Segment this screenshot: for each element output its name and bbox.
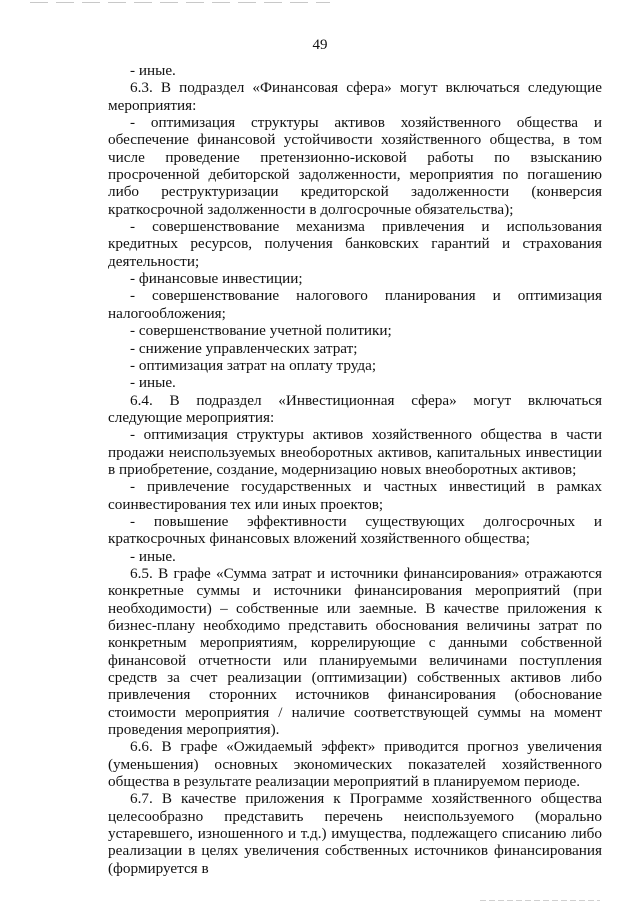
paragraph: 6.5. В графе «Сумма затрат и источники финансирования» отражаются конкретные суммы и источники финансирования мероприятий (при необходимости) – собственные или заемные. В качестве приложения к бизнес-плану необходимо представить обоснования величины затрат по конкретным мероприятиям, коррелирующие с данными собственной финансовой отчетности или планируемыми величинами поступления средств за счет реализации (оптимизации) собственных активов либо привлечения сторонних источников финансирования (обоснование стоимости мероприятия / наличие соответствующей суммы на момент проведения мероприятия). <box>108 564 602 739</box>
paragraph: - повышение эффективности существующих долгосрочных и краткосрочных финансовых вложений хозяйственного общества; <box>108 512 602 548</box>
paragraph: 6.6. В графе «Ожидаемый эффект» приводится прогноз увеличения (уменьшения) основных экономических показателей хозяйственного общества в результате реализации мероприятий в планируемом периоде. <box>108 738 602 791</box>
paragraph: - совершенствование механизма привлечения и использования кредитных ресурсов, получения банковских гарантий и страхования деятельности; <box>108 218 602 270</box>
paragraph: 6.4. В подраздел «Инвестиционная сфера» могут включаться следующие мероприятия: <box>108 391 602 426</box>
scan-artifact-bottom <box>480 900 600 901</box>
paragraph: - привлечение государственных и частных инвестиций в рамках соинвестирования тех или иных проектов; <box>108 478 602 513</box>
paragraph: - иные. <box>130 374 176 392</box>
paragraph: 6.3. В подраздел «Финансовая сфера» могут включаться следующие мероприятия: <box>108 79 602 114</box>
paragraph: - оптимизация структуры активов хозяйственного общества в части продажи неиспользуемых внеоборотных активов, капитальных инвестиции в приобретение, создание, модернизацию новых внеоборотных активов; <box>108 426 602 478</box>
document-body <box>108 62 602 877</box>
paragraph: - иные. <box>130 62 176 79</box>
paragraph: 6.7. В качестве приложения к Программе хозяйственного общества целесообразно представить перечень неиспользуемого (морально устаревшего, изношенного и т.д.) имущества, подлежащего списанию либо реализации в целях увеличения собственных источников финансирования (формируется в <box>108 790 602 877</box>
paragraph: - совершенствование учетной политики; <box>130 322 392 340</box>
scan-artifact-top <box>30 2 330 3</box>
paragraph: - оптимизация структуры активов хозяйственного общества и обеспечение финансовой устойчивости хозяйственного общества, в том числе проведение претензионно-исковой работы по взысканию просроченной дебиторской задолженности, мероприятия по погашению либо реструктуризации кредиторской задолженности (конверсия краткосрочной задолженности в долгосрочные обязательства); <box>108 114 602 218</box>
paragraph: - иные. <box>130 547 176 565</box>
paragraph: - оптимизация затрат на оплату труда; <box>130 356 377 374</box>
paragraph: - снижение управленческих затрат; <box>130 339 358 357</box>
paragraph: - финансовые инвестиции; <box>130 270 303 288</box>
paragraph: - совершенствование налогового планирования и оптимизация налогообложения; <box>108 287 602 322</box>
page-number: 49 <box>312 37 328 53</box>
